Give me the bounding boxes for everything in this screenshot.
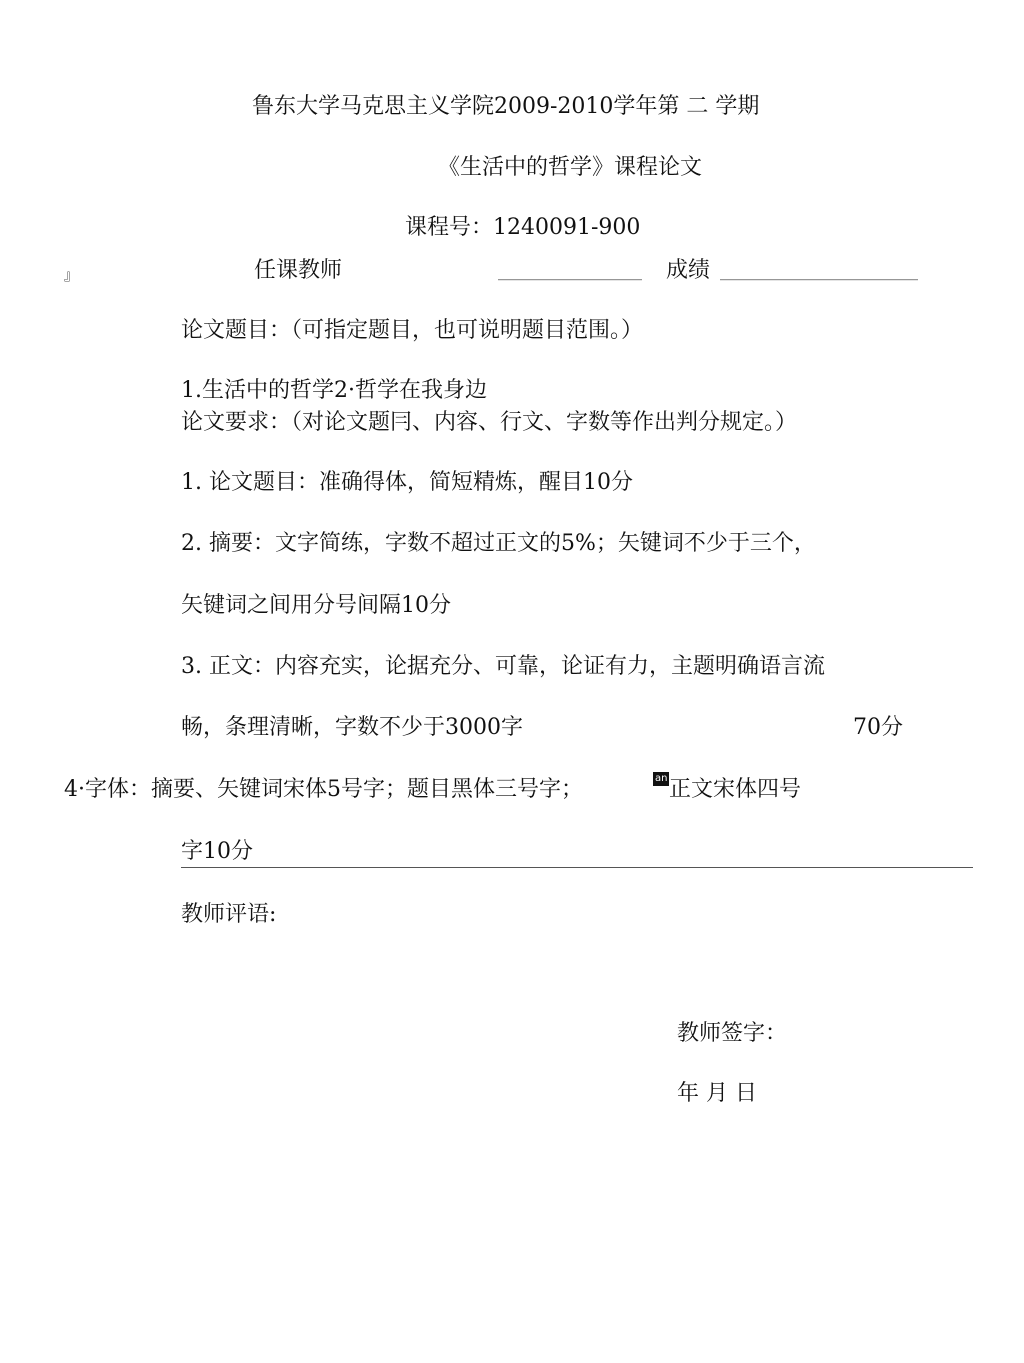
teacher-label: 任课教师	[254, 258, 343, 283]
grade-blank: ______________________	[720, 260, 918, 281]
stray-mark: 』	[64, 268, 78, 284]
university-term-line: 鲁东大学马克思主义学院2009-2010学年第 二 学期	[252, 94, 760, 119]
an-badge: an	[655, 773, 668, 784]
section-divider	[181, 867, 973, 868]
topic-heading: 论文题目：（可指定题目，也可说明题目范围。）	[181, 318, 644, 343]
requirement-item-3-score: 70分	[853, 715, 903, 740]
grade-label: 成绩	[666, 258, 711, 283]
requirement-item-3-line-1: 3. 正文：内容充实，论据充分、可靠，论证有力，主题明确语言流	[181, 654, 825, 679]
requirement-item-4-line-1a: 4·字体：摘要、矢键词宋体5号字；题目黑体三号字；	[64, 777, 583, 802]
requirement-item-4-line-1b: 正文宋体四号	[669, 777, 802, 802]
requirements-heading: 论文要求：（对论文题冃、内容、行文、字数等作出判分规定。）	[181, 410, 798, 435]
teacher-comments-label: 教师评语:	[181, 902, 277, 927]
course-title: 《生活中的哲学》课程论文	[438, 155, 703, 180]
course-number: 课程号：1240091-900	[405, 215, 641, 240]
requirement-item-2-line-1: 2. 摘要：文字简练，字数不超过正文的5%；矢键词不少于三个，	[181, 531, 816, 556]
requirement-item-3-line-2: 畅，条理清晰，字数不少于3000字	[181, 715, 523, 740]
teacher-blank: ________________	[498, 260, 642, 281]
requirement-item-2-line-2: 矢键词之间用分号间隔10分	[181, 593, 451, 618]
requirement-item-1: 1. 论文题目：准确得体，简短精炼，醒目10分	[181, 470, 633, 495]
requirement-item-4-line-2: 字10分	[181, 839, 253, 864]
signature-date: 年 月 日	[677, 1081, 757, 1106]
teacher-signature-label: 教师签字：	[677, 1021, 788, 1046]
topic-options: 1.生活中的哲学2·哲学在我身边	[181, 378, 487, 403]
